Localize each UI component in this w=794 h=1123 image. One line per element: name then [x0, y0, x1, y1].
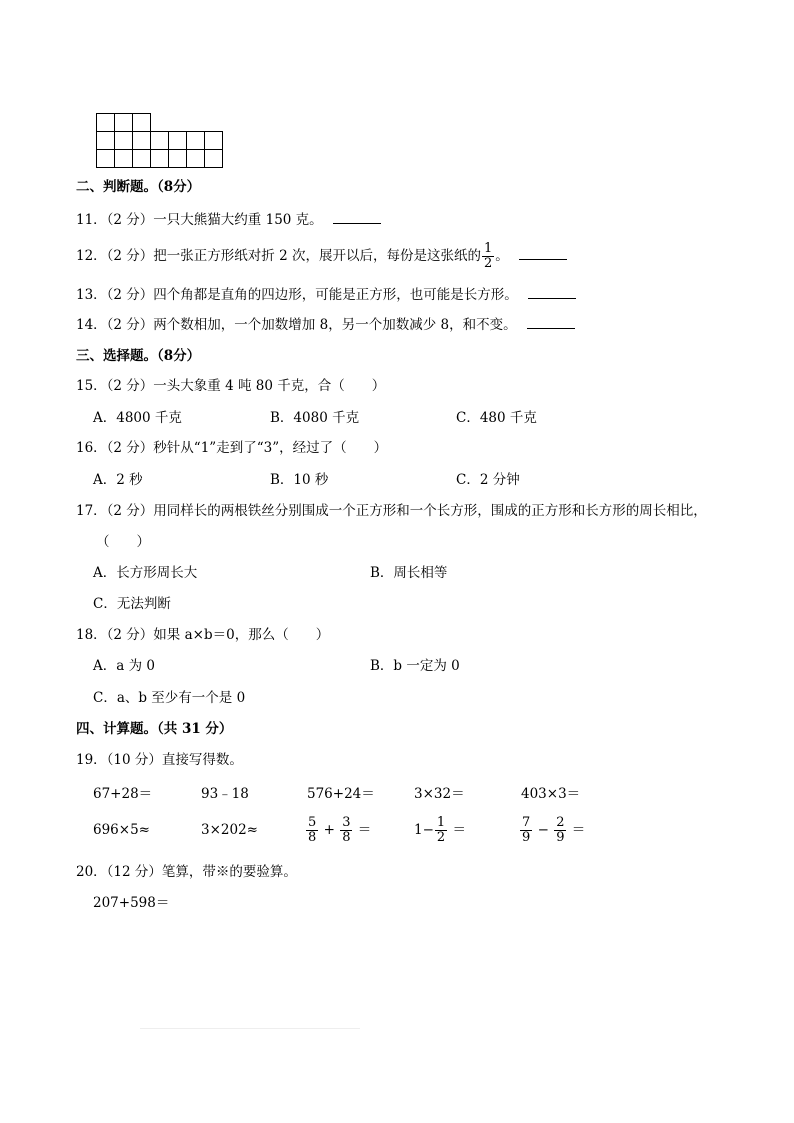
fraction-denominator: 2: [436, 830, 446, 845]
calc-item: 3×202≈: [201, 822, 258, 838]
calc-fraction-diff: [414, 816, 466, 845]
grid-cell: [150, 131, 169, 150]
fraction-denominator: 9: [556, 830, 565, 845]
grid-cell: [114, 149, 133, 168]
grid-cell: [204, 149, 223, 168]
question-13: [76, 284, 576, 305]
grid-cell: [204, 131, 223, 150]
grid-cell: [186, 149, 205, 168]
answer-blank-11[interactable]: [333, 209, 381, 224]
fraction-numerator: 1: [436, 815, 446, 830]
grid-cell: [96, 113, 115, 132]
fraction-numerator: 5: [308, 815, 317, 830]
option-16-b[interactable]: B．10 秒: [270, 472, 329, 488]
option-17-b[interactable]: B．周长相等: [370, 565, 448, 581]
grid-cell: [114, 131, 133, 150]
option-16-c[interactable]: C．2 分钟: [456, 472, 520, 488]
fraction-numerator: 7: [522, 815, 531, 830]
fraction-denominator: 9: [522, 830, 531, 845]
question-17: 17．（2 分）用同样长的两根铁丝分别围成一个正方形和一个长方形，围成的正方形和长方形的周长相比，: [76, 503, 707, 519]
grid-cell: [132, 149, 151, 168]
question-12-text: 12．（2 分）把一张正方形纸对折 2 次，展开以后，每份是这张纸的: [76, 248, 481, 264]
fraction-numerator: 1: [483, 241, 493, 256]
section-title-judgment: 二、判断题。（8分）: [76, 179, 201, 195]
calc-item-20-1: 207+598＝: [93, 895, 170, 911]
calc-item: 3×32＝: [414, 786, 465, 802]
section-title-choice: 三、选择题。（8分）: [76, 348, 201, 364]
question-20: 20．（12 分）笔算，带※的要验算。: [76, 864, 297, 880]
fraction-half: [482, 242, 494, 271]
equals-sign: ＝: [452, 822, 466, 838]
calc-item: 67+28＝: [93, 786, 153, 802]
calc-item: 576+24＝: [307, 786, 375, 802]
option-16-a[interactable]: A．2 秒: [93, 472, 143, 488]
question-14-text: 14．（2 分）两个数相加，一个加数增加 8，另一个加数减少 8，和不变。: [76, 317, 517, 333]
calc-item: 93﹣18: [201, 786, 249, 802]
calc-fraction-sum: [305, 816, 371, 845]
calc-prefix: 1−: [414, 822, 434, 838]
option-18-a[interactable]: A．a 为 0: [93, 658, 155, 674]
answer-blank-12[interactable]: [519, 245, 567, 260]
question-13-text: 13．（2 分）四个角都是直角的四边形，可能是正方形，也可能是长方形。: [76, 287, 518, 303]
operator: −: [537, 822, 549, 838]
grid-cell: [168, 131, 187, 150]
option-17-a[interactable]: A．长方形周长大: [93, 565, 198, 581]
question-19: 19．（10 分）直接写得数。: [76, 752, 243, 768]
equals-sign: ＝: [571, 822, 586, 838]
calc-fraction-sub: [519, 816, 585, 845]
fraction-numerator: 3: [342, 815, 351, 830]
fraction: [340, 816, 352, 845]
option-18-c[interactable]: C．a、b 至少有一个是 0: [93, 690, 246, 706]
fraction: [435, 816, 447, 845]
grid-cell: [186, 131, 205, 150]
question-16: 16．（2 分）秒针从“1”走到了“3”，经过了（ ）: [76, 440, 388, 456]
equals-sign: ＝: [357, 822, 372, 838]
option-15-b[interactable]: B．4080 千克: [270, 410, 360, 426]
option-18-b[interactable]: B．b 一定为 0: [370, 658, 460, 674]
fraction: [306, 816, 318, 845]
question-15: 15．（2 分）一头大象重 4 吨 80 千克，合（ ）: [76, 378, 386, 394]
grid-cell: [132, 131, 151, 150]
question-17-paren: （ ）: [96, 534, 150, 550]
fraction-denominator: 8: [308, 830, 317, 845]
fraction: [520, 816, 532, 845]
question-18: 18．（2 分）如果 a×b＝0，那么（ ）: [76, 627, 330, 643]
operator: +: [323, 822, 335, 838]
answer-blank-13[interactable]: [528, 284, 576, 299]
option-17-c[interactable]: C．无法判断: [93, 596, 171, 612]
question-12-end: 。: [495, 248, 509, 264]
section-title-calculation: 四、计算题。（共 31 分）: [76, 721, 233, 737]
question-14: [76, 314, 575, 335]
fraction-denominator: 8: [342, 830, 351, 845]
calc-item: 403×3＝: [521, 786, 581, 802]
answer-blank-14[interactable]: [527, 314, 575, 329]
question-11-text: 11．（2 分）一只大熊猫大约重 150 克。: [76, 212, 323, 228]
fraction-denominator: 2: [483, 256, 493, 271]
fraction-numerator: 2: [556, 815, 565, 830]
grid-cell: [150, 149, 169, 168]
fraction: [554, 816, 566, 845]
grid-cell: [168, 149, 187, 168]
grid-cell: [132, 113, 151, 132]
faint-divider: [140, 1028, 360, 1029]
grid-cell: [96, 149, 115, 168]
option-15-a[interactable]: A．4800 千克: [93, 410, 182, 426]
grid-cell: [96, 131, 115, 150]
grid-cell: [114, 113, 133, 132]
option-15-c[interactable]: C．480 千克: [456, 410, 537, 426]
question-11: [76, 209, 381, 230]
question-12: [76, 242, 567, 271]
calc-item: 696×5≈: [93, 822, 150, 838]
